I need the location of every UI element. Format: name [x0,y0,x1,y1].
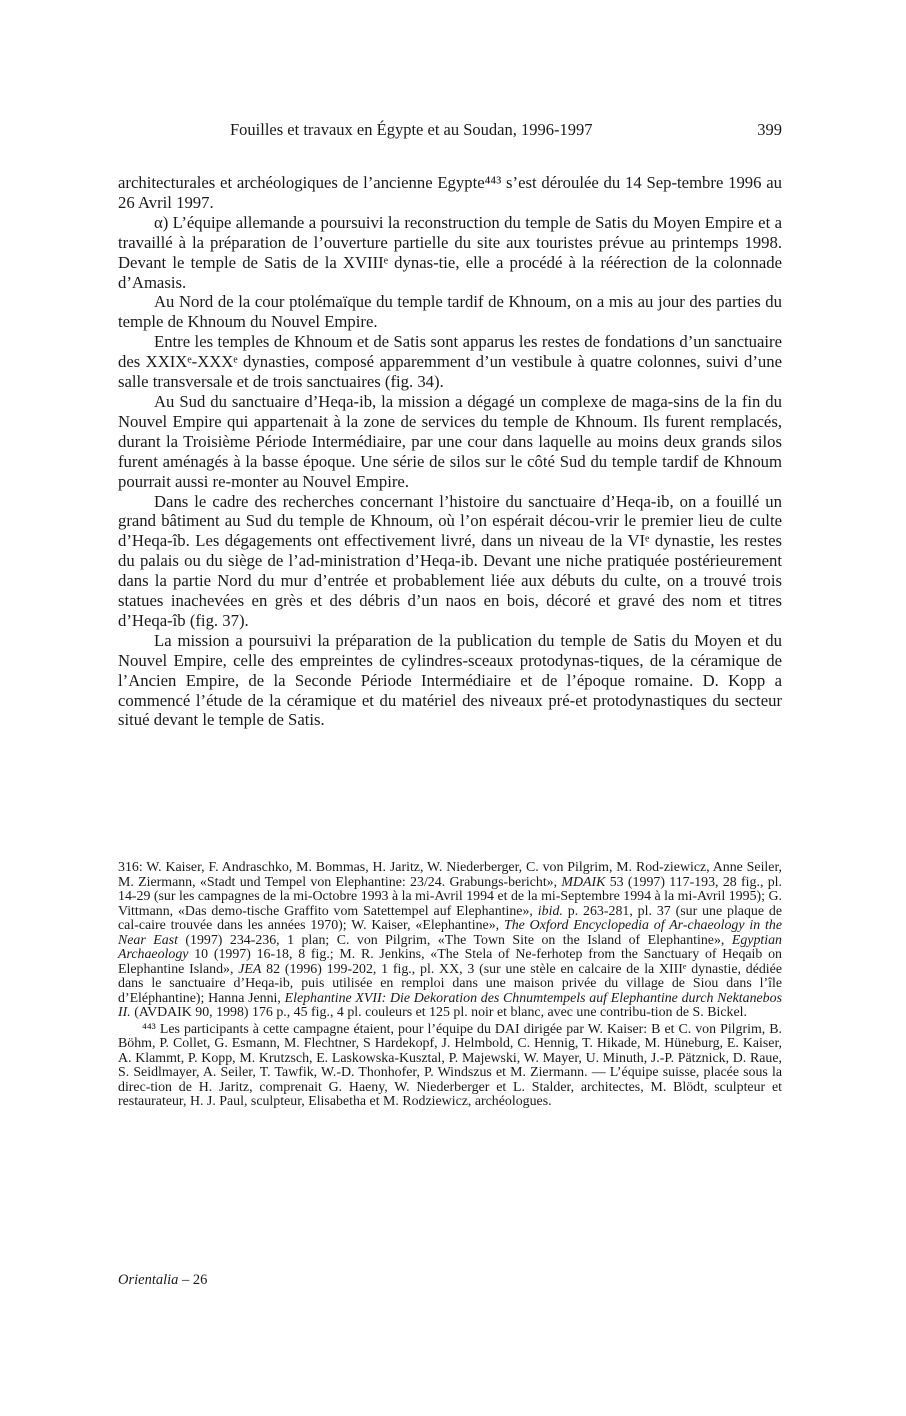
paragraph-4: Entre les temples de Khnoum et de Satis sont apparus les restes de fondations d’un sanctuaire des XXIXᵉ-XXXᵉ dynasties, composé apparemment d’un vestibule à quatre colonnes, suivi d’une salle transversale et de trois sanctuaires (fig. 34). [118,332,782,392]
paragraph-1: architecturales et archéologiques de l’ancienne Egypte⁴⁴³ s’est déroulée du 14 Sep-tembre 1996 au 26 Avril 1997. [118,173,782,212]
main-text [118,173,782,730]
paragraph-7: La mission a poursuivi la préparation de la publication du temple de Satis du Moyen et du Nouvel Empire, celle des empreintes de cylindres-sceaux protodynas-tiques, de la céramique de l’Ancien Empire, de la Seconde Période Intermédiaire et de l’époque romaine. D. Kopp a commencé l’étude de la céramique et du matériel des niveaux pré-et protodynastiques du secteur situé devant le temple de Satis. [118,630,782,730]
footer-separator: – [178,1272,193,1288]
page-number: 399 [757,120,782,139]
paragraph-3: Au Nord de la cour ptolémaïque du temple tardif de Khnoum, on a mis au jour des parties du temple de Khnoum du Nouvel Empire. [118,292,782,332]
journal-name: Orientalia [118,1272,179,1288]
footnote-443: ⁴⁴³ Les participants à cette campagne étaient, pour l’équipe du DAI dirigée par W. Kaiser: B et C. von Pilgrim, B. Böhm, P. Collet, G. Esmann, M. Flechtner, S Hardekopf, J. Helmbold, C. Hennig, T. Hikade, M. Hüneburg, E. Kaiser, A. Klammt, P. Kopp, M. Krutzsch, E. Laskowska-Kusztal, P. Majewski, W. Mayer, U. Minuth, J.-P. Pätznick, D. Raue, S. Seidlmayer, A. Seiler, T. Tawfik, W.-D. Thonhofer, P. Windszus et M. Ziermann. — L’équipe suisse, placée sous la direc-tion de H. Jaritz, comprenait G. Haeny, W. Niederberger et L. Stalder, architectes, M. Blödt, sculpteur et restaurateur, H. J. Paul, sculpteur, Elisabetha et M. Rodziewicz, archéologues. [118,1021,782,1109]
paragraph-5: Au Sud du sanctuaire d’Heqa-ib, la mission a dégagé un complexe de maga-sins de la fin du Nouvel Empire qui appartenait à la zone de services du temple de Khnoum. Ils furent remplacés, durant la Troisième Période Intermédiaire, par une cour dans laquelle au moins deux grands silos furent aménagés à la basse époque. Une série de silos sur le côté Sud du temple tardif de Khnoum pourrait aussi re-monter au Nouvel Empire. [118,391,782,491]
paragraph-2: α) L’équipe allemande a poursuivi la reconstruction du temple de Satis du Moyen Empire et a travaillé à la préparation de l’ouverture partielle du site aux touristes prévue au printemps 1998. Devant le temple de Satis de la XVIIIᵉ dynas-tie, elle a procédé à la réérection de la colonnade d’Amasis. [118,212,782,292]
paragraph-6: Dans le cadre des recherches concernant l’histoire du sanctuaire d’Heqa-ib, on a fouillé un grand bâtiment au Sud du temple de Khnoum, où l’on espérait décou-vrir le premier lieu de culte d’Heqa-îb. Les dégagements ont effectivement livré, dans un niveau de la VIᵉ dynastie, les restes du palais ou du siège de l’ad-ministration d’Heqa-ib. Devant une niche pratiquée postérieurement dans la partie Nord du mur d’entrée et probablement liée aux débuts du culte, on a trouvé trois statues inachevées en grès et des débris d’un naos en bois, décoré et gravé des nom et titres d’Heqa-îb (fig. 37). [118,491,782,630]
page-footer [118,1272,207,1289]
footnote-316: 316: W. Kaiser, F. Andraschko, M. Bommas, H. Jaritz, W. Niederberger, C. von Pilgrim, M. Rod-ziewicz, Anne Seiler, M. Ziermann, «Stadt und Tempel von Elephantine: 23/24. Grabungs-bericht», MDAIK 53 (1997) 117-193, 28 fig., pl. 14-29 (sur les campagnes de la mi-Octobre 1993 à la mi-Avril 1994 et de la mi-Septembre 1994 à la mi-Avril 1995); G. Vittmann, «Das demo-tische Graffito vom Satettempel auf Elephantine», ibid. p. 263-281, pl. 37 (sur une plaque de cal-caire trouvée dans les années 1970); W. Kaiser, «Elephantine», The Oxford Encyclopedia of Ar-chaeology in the Near East (1997) 234-236, 1 plan; C. von Pilgrim, «The Town Site on the Island of Elephantine», Egyptian Archaeology 10 (1997) 16-18, 8 fig.; M. R. Jenkins, «The Stela of Ne-ferhotep from the Sanctuary of Heqaib on Elephantine Island», JEA 82 (1996) 199-202, 1 fig., pl. XX, 3 (sur une stèle en calcaire de la XIIIᵉ dynastie, dédiée dans le sanctuaire d’Heqa-ib, puis utilisée en remploi dans une maison privée du village de Siou dans l’île d’Eléphantine); Hanna Jenni, Elephantine XVII: Die Dekoration des Chnumtempels auf Elephantine durch Nektanebos II. (AVDAIK 90, 1998) 176 p., 45 fig., 4 pl. couleurs et 125 pl. noir et blanc, avec une contribu-tion de S. Bickel. [118,860,783,1020]
footnotes [118,861,782,1112]
signature-number: 26 [192,1272,208,1288]
running-header [118,120,782,142]
running-title: Fouilles et travaux en Égypte et au Soudan, 1996-1997 [230,120,593,139]
